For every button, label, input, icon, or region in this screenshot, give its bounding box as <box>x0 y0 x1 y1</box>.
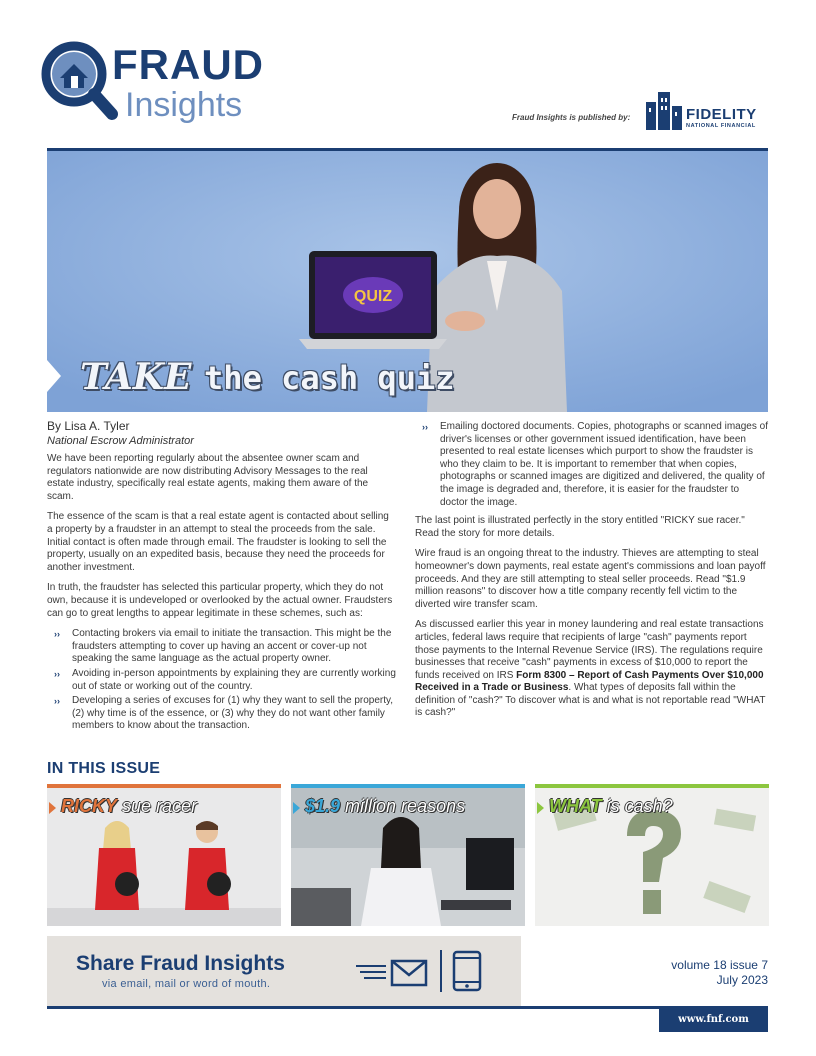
hero-title-word1: TAKE <box>80 356 192 398</box>
issue-card-1-9-million[interactable] <box>291 784 525 926</box>
share-subtitle: via email, mail or word of mouth. <box>102 978 271 990</box>
list-item: ›› Avoiding in-person appointments by explaining they are currently working out of state or working out of the country. <box>54 667 396 692</box>
bullet-chevron-icon: ›› <box>54 629 60 640</box>
in-this-issue-heading: IN THIS ISSUE <box>47 760 161 777</box>
bullet-chevron-icon: ›› <box>422 422 428 432</box>
article-column-left <box>47 453 397 739</box>
magnifier-logo-icon <box>38 40 118 122</box>
author-role: National Escrow Administrator <box>47 435 194 447</box>
issue-card-title: WHAT is cash? <box>549 796 673 816</box>
publisher-subname: NATIONAL FINANCIAL <box>686 123 756 129</box>
bullet-chevron-icon: ›› <box>54 696 60 707</box>
issue-volume: volume 18 issue 7 <box>671 958 768 972</box>
list-item: ›› Emailing doctored documents. Copies, photographs or scanned images of driver's licenses or other government issued identification, have been presented to real estate licenses which purport to show the fraudster is who they claim to be. It is important to remember that when copies, photographs or scanned images are digitized and delivered, the quality of the image is degraded and, therefore, it is easier for the fraudster to doctor the image. <box>422 421 768 508</box>
article-paragraph: In truth, the fraudster has selected this particular property, which they do not own, because it is undeveloped or overlooked by the actual owner. Fraudsters can go to great lengths to appear legitimate in these schemes, such as: <box>47 582 393 619</box>
hero-title-arrow-icon <box>47 360 61 392</box>
issue-date: July 2023 <box>716 973 768 987</box>
issue-card-title: $1.9 million reasons <box>305 796 466 816</box>
issue-card-ricky[interactable] <box>47 784 281 926</box>
author-byline: By Lisa A. Tyler <box>47 419 130 433</box>
article-paragraph: The essence of the scam is that a real estate agent is contacted about selling a property by a fraudster in an attempt to steal the proceeds from the sale. Initial contact is often made through email. The fraudster is looking to sell the property, usually on an expedited basis, because they need the proceeds for another investment. <box>47 511 389 573</box>
publisher-name: FIDELITY <box>686 106 757 123</box>
logo-title-fraud: FRAUD <box>112 41 264 88</box>
scheme-list-continued <box>415 421 768 509</box>
article-paragraph: Wire fraud is an ongoing threat to the industry. Thieves are attempting to steal homeowner's down payments, real estate agent's commissions and loan payoff proceeds. And they are still attempting to steal seller proceeds. Read "$1.9 million reasons" to discover how a title company recently fell victim to the diverted wire transfer scam. <box>415 548 766 610</box>
website-link[interactable]: www.fnf.com <box>659 1009 768 1032</box>
list-item: ›› Contacting brokers via email to initiate the transaction. This might be the fraudsters attempting to cover up having an accent or cover-up not speaking the same language as the actual property owner. <box>54 628 392 665</box>
scheme-list <box>47 628 397 733</box>
bullet-chevron-icon: ›› <box>54 668 60 679</box>
card-arrow-icon <box>49 802 56 814</box>
list-item: ›› Developing a series of excuses for (1) why they want to sell the property, (2) why time is of the essence, or (3) why they do not want other family members to know about the transaction. <box>54 695 394 732</box>
article-paragraph: As discussed earlier this year in money laundering and real estate transactions articles, federal laws require that recipients of large "cash" payments report those payments to the Internal Revenue Service (IRS). The regulations require businesses that receive "cash" payments in excess of $10,000 to report the funds received on IRS Form 8300 – Report of Cash Payments Over $10,000 Received in a Trade or Business. What types of deposits fall within the definition of "cash?" To discover what is and what is not reportable read "WHAT is cash?" <box>415 619 766 719</box>
article-paragraph: We have been reporting regularly about the absentee owner scam and regulators nationwide are now distributing Advisory Messages to the real estate industry, specifically real estate agents, making them aware of the scam. <box>47 453 369 502</box>
mobile-phone-icon <box>452 950 482 992</box>
issue-card-title: RICKY sue racer <box>61 796 198 816</box>
article-column-right <box>415 421 768 728</box>
hero-title <box>80 356 454 398</box>
share-title: Share Fraud Insights <box>76 952 285 975</box>
hero-title-word2: the cash quiz <box>204 359 455 397</box>
logo-title-insights: Insights <box>125 86 243 124</box>
fidelity-building-icon <box>644 88 684 130</box>
share-divider <box>440 950 442 992</box>
form-8300-reference: Form 8300 – Report of Cash Payments Over $10,000 Received in a Trade or Business <box>415 669 764 694</box>
laptop-quiz-text: QUIZ <box>353 288 393 305</box>
card-arrow-icon <box>293 802 300 814</box>
article-paragraph: The last point is illustrated perfectly in the story entitled "RICKY sue racer." Read the story for more details. <box>415 515 745 539</box>
card-arrow-icon <box>537 802 544 814</box>
email-envelope-icon <box>356 958 428 988</box>
published-by-label: Fraud Insights is published by: <box>512 113 631 122</box>
issue-card-what-is-cash[interactable] <box>535 784 769 926</box>
